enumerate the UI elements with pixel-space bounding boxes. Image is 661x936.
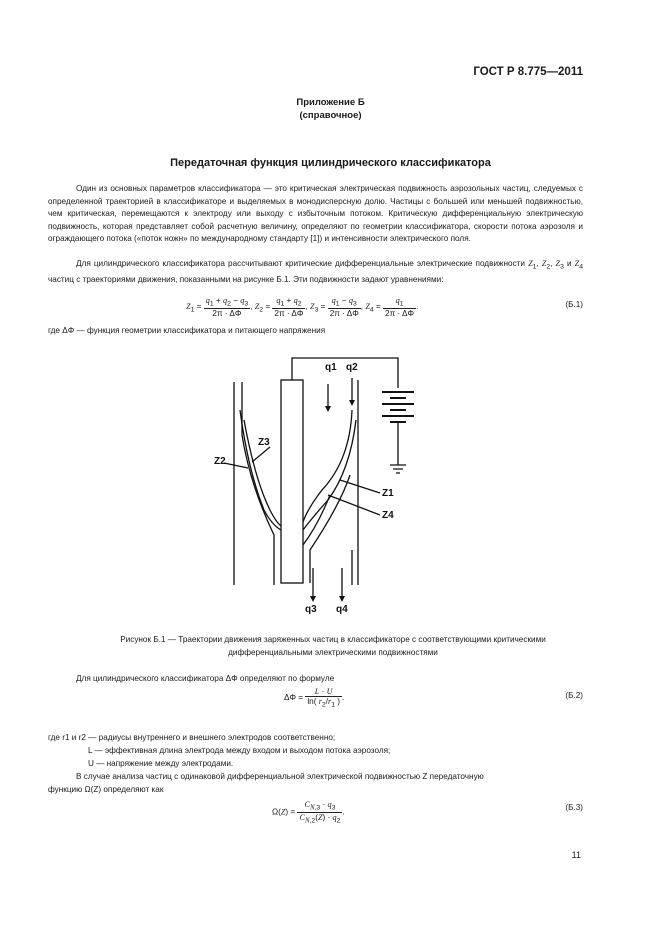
arrowhead-q3 xyxy=(310,596,316,602)
omega-intro-line2: функцию Ω(Z) определяют как xyxy=(48,785,164,794)
battery-symbol xyxy=(382,392,414,422)
label-q4: q4 xyxy=(336,604,348,615)
paragraph-2: Для цилиндрического классификатора рассчитывают критические дифференциальные электрические подвижности $Z_1$, $Z_2$, $Z_3$ и $Z_4$ частиц с траекториями движения, показанными на рисунке Б.1. Эти подвижности задают уравнениями: xyxy=(48,259,583,285)
trajectory-z4 xyxy=(303,420,356,530)
leader-z4 xyxy=(328,495,380,515)
label-q3: q3 xyxy=(305,604,317,615)
label-z2: Z2 xyxy=(214,456,226,467)
where-delta-phi: где ΔΦ — функция геометрии классификатора и питающего напряжения xyxy=(48,326,326,335)
appendix-note: (справочное) xyxy=(299,110,362,121)
label-q2: q2 xyxy=(346,362,358,373)
leader-z2 xyxy=(224,463,248,468)
figure-caption-line1: Рисунок Б.1 — Траектории движения заряженных частиц в классификаторе с соответствующими критическими xyxy=(120,635,546,644)
equation-b2-number: (Б.2) xyxy=(565,691,583,700)
appendix-title: Приложение Б xyxy=(296,97,365,108)
document-header: ГОСТ Р 8.775—2011 xyxy=(473,66,583,78)
where-radii: где r1 и r2 — радиусы внутреннего и внешнего электродов соответственно; xyxy=(48,733,336,742)
where-length: L — эффективная длина электрода между входом и выходом потока аэрозоля; xyxy=(88,746,391,755)
trajectory-z1 xyxy=(303,410,352,522)
where-voltage: U — напряжение между электродами. xyxy=(88,759,234,768)
label-z4: Z4 xyxy=(382,510,394,521)
omega-intro-line1: В случае анализа частиц с одинаковой дифференциальной электрической подвижностью Z передаточную xyxy=(76,772,484,781)
arrowhead-q2 xyxy=(349,400,355,406)
paragraph-2-start: Для цилиндрического классификатора рассчитывают критические дифференциальные электрические подвижности xyxy=(76,259,525,268)
arrowhead-q1 xyxy=(325,406,331,412)
label-z1: Z1 xyxy=(382,488,394,499)
page-number: 11 xyxy=(571,850,581,860)
label-q1: q1 xyxy=(325,362,337,373)
classifier-figure xyxy=(200,350,460,620)
equation-b1: $Z_1$ = $\frac{q_1 + q_2 - q_3}{2\pi \cdot \Delta\Phi}$ , $Z_2$ = $\frac{q_1 + q_2}{2\pi \cdot \Delta\Phi}$ , $Z_3$ = $\frac{q_1 - q_3}{2\pi \cdot \Delta\Phi}$ , $Z_4$ = $\frac{q_1}{2\pi \cdot \Delta\Phi}$ . xyxy=(186,296,419,318)
outer-wall-left-inner xyxy=(242,382,274,585)
ground-symbol xyxy=(390,465,406,473)
paragraph-2-end: частиц с траекториями движения, показанными на рисунке Б.1. Эти подвижности задают уравнениями: xyxy=(48,275,444,285)
central-electrode xyxy=(281,380,303,583)
delta-phi-intro: Для цилиндрического классификатора ΔΦ определяют по формуле xyxy=(76,674,335,683)
arrowhead-q4 xyxy=(339,596,345,602)
equation-b2: ΔΦ = $\frac{L \cdot U}{\ln( r_2/r_1 )}$ . xyxy=(284,687,345,709)
equation-b1-number: (Б.1) xyxy=(565,300,583,309)
paragraph-1: Один из основных параметров классификатора — это критическая электрическая подвижность аэрозольных частиц, следуемых с определенной траекторией в классификаторе и выделяемых в монодисперсную долю. Частицы с большей или меньшей подвижностью, чем критическая, перемещаются к электроду или выходу с избыточным потоком. Критическую дифференциальную электрическую подвижность, которая представляет собой расчетную величину, определяют по геометрии классификатора, скорости потока аэрозоля и ограждающего потока («поток ножн» по международному стандарту [1]) и интенсивности электрического поля. xyxy=(48,184,583,244)
inner-channel-wall xyxy=(310,475,350,583)
label-z3: Z3 xyxy=(258,437,270,448)
equation-b3: Ω(Z) = $\frac{C_{N,3} \cdot q_3}{C_{N,2}(Z) \cdot q_2}$ . xyxy=(272,800,345,825)
leader-z3 xyxy=(252,447,270,462)
section-title: Передаточная функция цилиндрического классификатора xyxy=(170,157,491,169)
figure-caption-line2: дифференциальными электрическими подвижностями xyxy=(228,648,438,657)
wire-top xyxy=(292,358,398,388)
equation-b3-number: (Б.3) xyxy=(565,803,583,812)
